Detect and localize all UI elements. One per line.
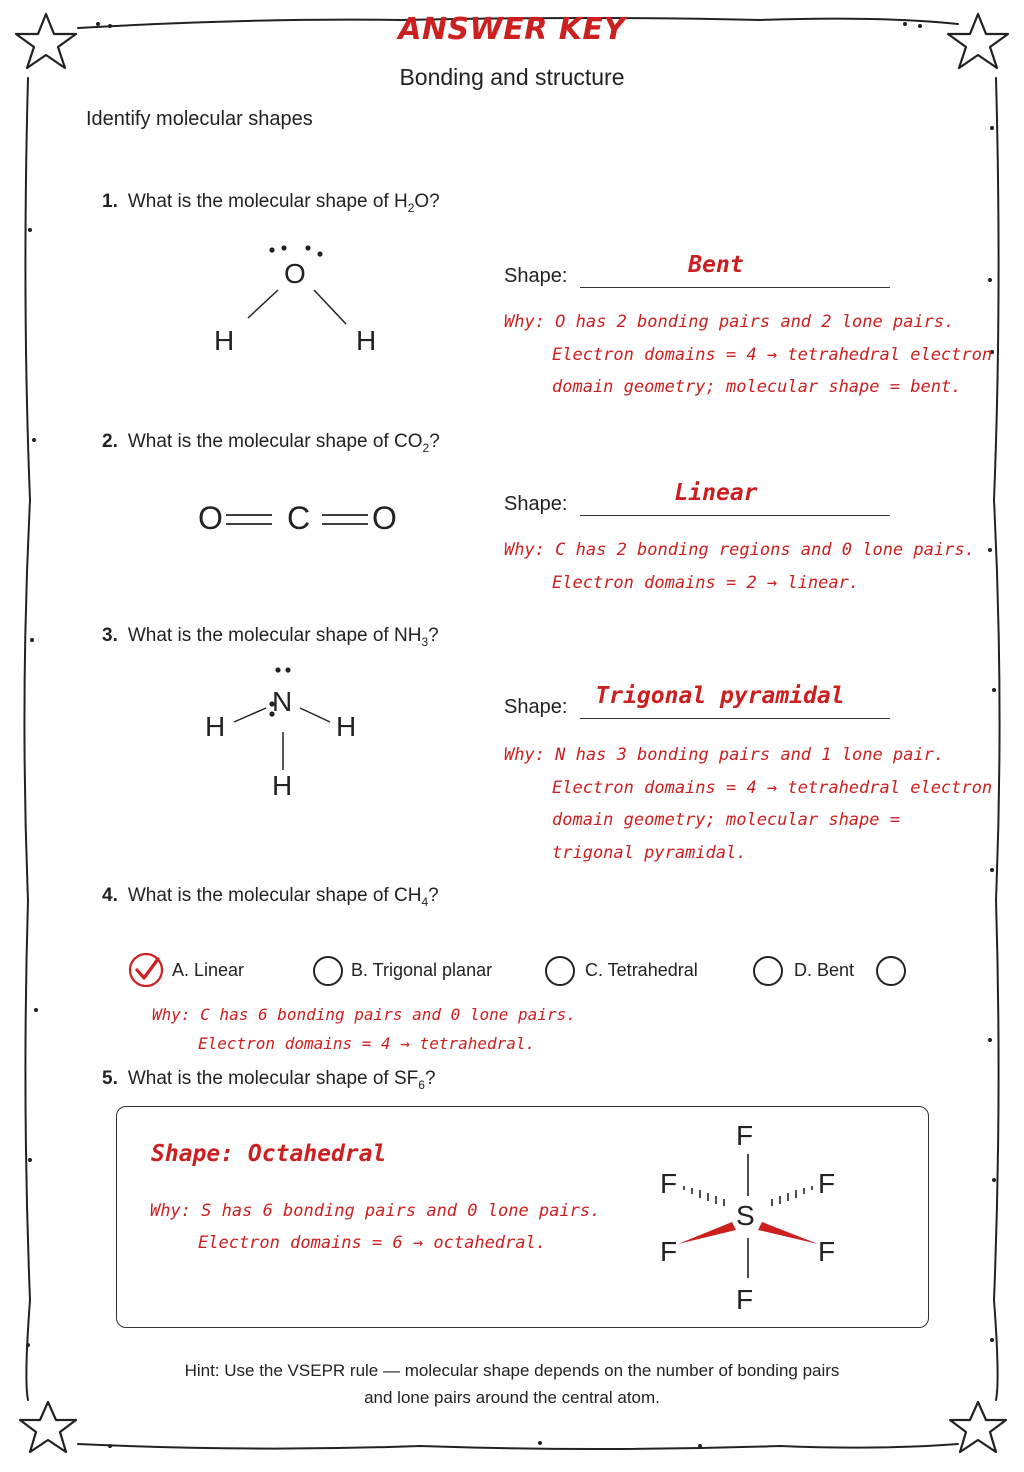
- question-text: What is the molecular shape of NH: [127, 625, 422, 646]
- why-line: Why: C has 2 bonding regions and 0 lone pairs.: [504, 540, 975, 560]
- atom-hydrogen-left: H: [205, 711, 226, 742]
- answer-2: Linear: [674, 480, 758, 506]
- why-line: domain geometry; molecular shape = bent.: [552, 377, 962, 397]
- hint-line: and lone pairs around the central atom.: [364, 1388, 660, 1407]
- explanation-3: [504, 739, 992, 869]
- question-suffix: ?: [428, 885, 439, 906]
- hint-text: [60, 1357, 964, 1411]
- option-b-radio[interactable]: [313, 956, 343, 986]
- question-number: 1.: [102, 191, 118, 212]
- question-suffix: O?: [414, 191, 440, 212]
- question-suffix: ?: [424, 1068, 436, 1089]
- co2-double-bonds: [226, 508, 376, 532]
- atom-sulfur: S: [736, 1200, 755, 1231]
- page-subtitle: Bonding and structure: [399, 64, 625, 90]
- why-line: Why: S has 6 bonding pairs and 0 lone pairs.: [150, 1201, 601, 1221]
- atom-oxygen: O: [284, 258, 306, 289]
- why-line: Electron domains = 2 → linear.: [552, 572, 860, 593]
- question-number: 5.: [102, 1068, 118, 1089]
- shape-label-3: Shape:: [504, 696, 568, 718]
- explanation-1: [504, 306, 992, 404]
- question-5: [102, 1068, 436, 1092]
- why-line: Electron domains = 4 → tetrahedral.: [198, 1034, 536, 1053]
- question-text: What is the molecular shape of H: [127, 191, 408, 212]
- question-number: 3.: [102, 625, 118, 646]
- answer-line-2: [580, 515, 890, 516]
- question-suffix: ?: [429, 431, 440, 452]
- atom-carbon: C: [287, 500, 311, 536]
- question-text: What is the molecular shape of CO: [127, 431, 423, 452]
- answer-5: Shape: Octahedral: [151, 1141, 387, 1167]
- atom-fluorine-lower-left: F: [660, 1236, 678, 1267]
- answer-1: Bent: [688, 252, 744, 278]
- subscript: 2: [422, 440, 430, 455]
- question-number: 4.: [102, 885, 118, 906]
- answer-line-3: [580, 718, 890, 719]
- shape-label-2: Shape:: [504, 493, 568, 515]
- subscript: 6: [418, 1077, 425, 1092]
- why-line: Electron domains = 6 → octahedral.: [198, 1233, 546, 1253]
- atom-oxygen-right: O: [372, 500, 397, 536]
- atom-fluorine-top: F: [736, 1120, 754, 1151]
- option-c-radio[interactable]: [545, 956, 575, 986]
- section-title: Identify molecular shapes: [86, 108, 313, 130]
- question-number: 2.: [102, 431, 118, 452]
- option-c-label[interactable]: C. Tetrahedral: [585, 960, 698, 980]
- why-line: Electron domains = 4 → tetrahedral electron: [552, 344, 993, 365]
- atom-nitrogen: N: [272, 686, 293, 717]
- answer-key-title: ANSWER KEY: [398, 12, 626, 47]
- question-text: What is the molecular shape of SF: [127, 1068, 419, 1089]
- atom-hydrogen-bottom: H: [272, 770, 293, 801]
- option-a-checked-radio[interactable]: [128, 951, 168, 989]
- subscript: 2: [407, 200, 415, 215]
- atom-hydrogen-right: H: [336, 711, 357, 742]
- question-4: [102, 885, 439, 909]
- why-line: Electron domains = 4 → tetrahedral electron: [552, 777, 993, 798]
- option-d-label[interactable]: D. Bent: [794, 960, 855, 980]
- why-line: Why: C has 6 bonding pairs and 0 lone pairs.: [152, 1005, 576, 1024]
- atom-fluorine-bottom: F: [736, 1284, 754, 1315]
- atom-fluorine-upper-left: F: [660, 1168, 678, 1199]
- question-2: [102, 431, 440, 455]
- explanation-4: [152, 1000, 576, 1058]
- question-1: [102, 191, 440, 215]
- why-line: domain geometry; molecular shape =: [552, 810, 900, 830]
- question-suffix: ?: [428, 625, 439, 646]
- shape-label-1: Shape:: [504, 265, 568, 287]
- atom-hydrogen-left: H: [214, 325, 235, 356]
- extra-radio[interactable]: [876, 956, 906, 986]
- subscript: 4: [421, 894, 429, 909]
- explanation-5: [150, 1195, 600, 1259]
- subscript: 3: [421, 634, 429, 649]
- option-a-label[interactable]: A. Linear: [172, 960, 245, 980]
- why-line: Why: N has 3 bonding pairs and 1 lone pair.: [504, 745, 945, 765]
- option-b-label[interactable]: B. Trigonal planar: [351, 960, 493, 980]
- hint-line: Hint: Use the VSEPR rule — molecular shape depends on the number of bonding pairs: [184, 1361, 840, 1380]
- question-3: [102, 625, 439, 649]
- atom-fluorine-upper-right: F: [818, 1168, 836, 1199]
- answer-line-1: [580, 287, 890, 288]
- option-d-radio[interactable]: [753, 956, 783, 986]
- atom-oxygen-left: O: [198, 500, 223, 536]
- atom-hydrogen-right: H: [356, 325, 377, 356]
- atom-fluorine-lower-right: F: [818, 1236, 836, 1267]
- answer-3: Trigonal pyramidal: [595, 683, 845, 709]
- why-line: Why: O has 2 bonding pairs and 2 lone pairs.: [504, 312, 955, 332]
- question-text: What is the molecular shape of CH: [127, 885, 422, 906]
- why-line: trigonal pyramidal.: [552, 842, 747, 863]
- explanation-2: [504, 534, 975, 599]
